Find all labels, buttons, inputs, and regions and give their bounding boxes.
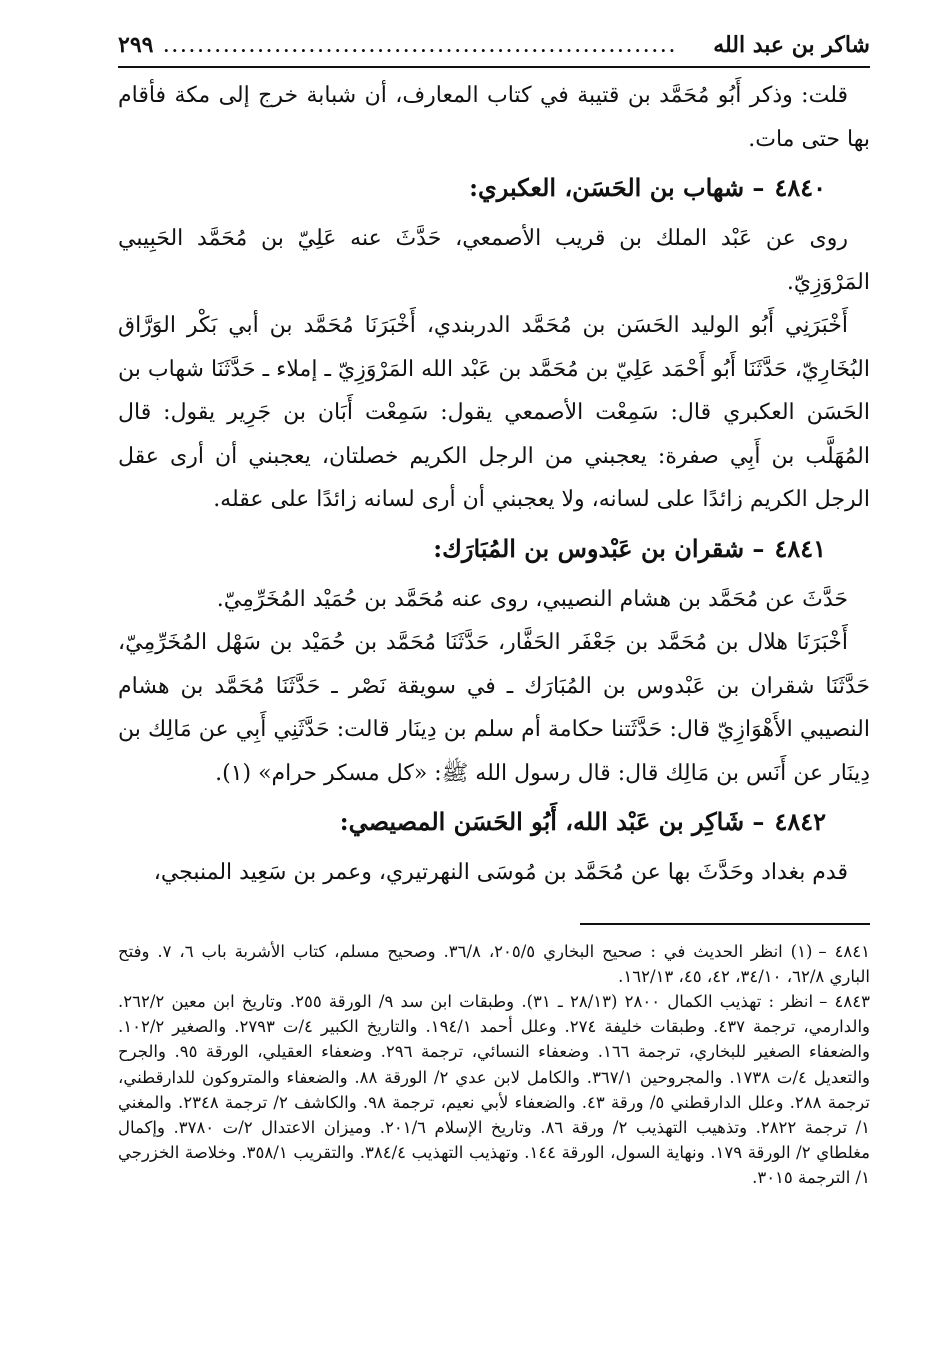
continued-paragraph: قلت: وذكر أَبُو مُحَمَّد بن قتيبة في كتاب المعارف، أن شبابة خرج إلى مكة فأقام بها حتى مات. xyxy=(118,83,870,152)
entry-4842-paragraph-1: قدم بغداد وحَدَّثَ بها عن مُحَمَّد بن مُوسَى النهرتيري، وعمر بن سَعِيد المنبجي، xyxy=(153,860,848,885)
entry-heading: – شقران بن عَبْدوس بن المُبَارَك: xyxy=(433,533,765,563)
entry-title-4842 xyxy=(118,799,870,845)
footnote-text: انظر : تهذيب الكمال ٢٨٠٠ (٢٨/١٣ ـ ٣١). وطبقات ابن سد ٩/ الورقة ٢٥٥. وتاريخ ابن معين ٢٦٢/٢. والدارمي، ترجمة ٤٣٧. وطبقات خليفة ٢٧٤. وعلل أحمد ١٩٤/١. والتاريخ الكبير ٤/ت ٢٧٩٣. والصغير ١٠٢/٢. والضعفاء الصغير للبخاري، ترجمة ١٦٦. وضعفاء النسائي، ترجمة ٢٩٦. وضعفاء العقيلي، الورقة ٩٥. والجرح والتعديل ٤/ت ١٧٣٨. والمجروحين ٣٦٧/١. والكامل لابن عدي ٢/ الورقة ٨٨. والضعفاء والمتروكون للدارقطني، ترجمة ٢٨٨. وعلل الدارقطني ٥/ ورقة ٤٣. والضعفاء لأبي نعيم، ترجمة ٩٨. والكاشف ٢/ ترجمة ٢٣٤٨. والمغني ١/ ترجمة ٢٨٢٢. وتذهيب التهذيب ٢/ ورقة ٨٦. وتاريخ الإسلام ٢٠١/٦. وميزان الاعتدال ٢/ت ٣٧٨٠. وإكمال مغلطاي ٢/ الورقة ١٧٩. ونهاية السول، الورقة ١٤٤. وتهذيب التهذيب ٣٨٤/٤. والتقريب ٣٥٨/١. وخلاصة الخزرجي ١/ الترجمة ٣٠١٥. xyxy=(118,991,871,1188)
entry-heading: – شهاب بن الحَسَن، العكبري: xyxy=(469,173,765,202)
header-leader-dots: ............................................................ xyxy=(163,37,678,56)
footnote-label: ٤٨٤١ – xyxy=(818,941,871,961)
footnote-4843 xyxy=(118,989,870,1191)
entry-4840-paragraph-2: أَخْبَرَنِي أَبُو الوليد الحَسَن بن مُحَمَّد الدربندي، أَخْبَرَنَا مُحَمَّد بن أبي بَكْر الوَرَّاق البُخَارِيّ، حَدَّثَنَا أَبُو أَحْمَد عَلِيّ بن مُحَمَّد بن عَبْد الله المَرْوَزِيّ ـ إملاء ـ حَدَّثَنَا شهاب بن الحَسَن العكبري قال: سَمِعْت الأصمعي يقول: سَمِعْت أَبَان بن جَرِير يقول: قال المُهَلَّب بن أَبِي صفرة: يعجبني من الرجل الكريم خصلتان، يعجبني أن أرى عقل الرجل الكريم زائدًا على لسانه، ولا يعجبني أن أرى لسانه زائدًا على عقله. xyxy=(118,313,870,512)
document-page xyxy=(118,28,870,1191)
entry-heading: – شَاكِر بن عَبْد الله، أَبُو الحَسَن المصيصي: xyxy=(339,807,765,836)
footnote-4841 xyxy=(118,939,870,989)
entry-title-4841 xyxy=(118,526,870,572)
entry-number: ٤٨٤٠ xyxy=(774,173,826,202)
entry-number: ٤٨٤٢ xyxy=(774,807,826,836)
entry-title-4840 xyxy=(118,165,870,211)
footnote-divider xyxy=(580,923,870,925)
running-header xyxy=(118,28,870,68)
footnote-text: (١) انظر الحديث في : صحيح البخاري ٢٠٥/٥، ٣٦/٨. وصحيح مسلم، كتاب الأشربة باب ٦، ٧. وفتح الباري ٦٢/٨، ٣٤/١٠، ٤٢، ٤٥، ١٦٢/١٣. xyxy=(118,941,870,986)
page-number: ٢٩٩ xyxy=(118,32,154,58)
entry-4841-paragraph-1: حَدَّثَ عن مُحَمَّد بن هشام النصيبي، روى عنه مُحَمَّد بن حُمَيْد المُخَرِّمِيّ. xyxy=(216,586,848,612)
header-title: شاكر بن عبد الله xyxy=(713,32,870,58)
entry-4840-paragraph-1: روى عن عَبْد الملك بن قريب الأصمعي، حَدَّثَ عنه عَلِيّ بن مُحَمَّد الحَبِيبي المَرْوَزِيّ. xyxy=(118,226,870,295)
footnote-label: ٤٨٤٣ – xyxy=(819,991,870,1011)
entry-4841-paragraph-2: أَخْبَرَنَا هلال بن مُحَمَّد بن جَعْفَر الحَفَّار، حَدَّثَنَا مُحَمَّد بن حُمَيْد بن سَهْل المُخَرِّمِيّ، حَدَّثَنَا شقران بن عَبْدوس بن المُبَارَك ـ في سويقة نَصْر ـ حَدَّثَنَا مُحَمَّد بن هشام النصيبي الأَهْوَازِيّ قال: حَدَّثَتنا حكامة أم سلم بن دِينَار قالت: حَدَّثَنِي أَبِي عن مَالِك بن دِينَار عن أَنَس بن مَالِك قال: قال رسول الله ﷺ: «كل مسكر حرام» (١). xyxy=(118,630,870,786)
entry-number: ٤٨٤١ xyxy=(774,533,826,563)
